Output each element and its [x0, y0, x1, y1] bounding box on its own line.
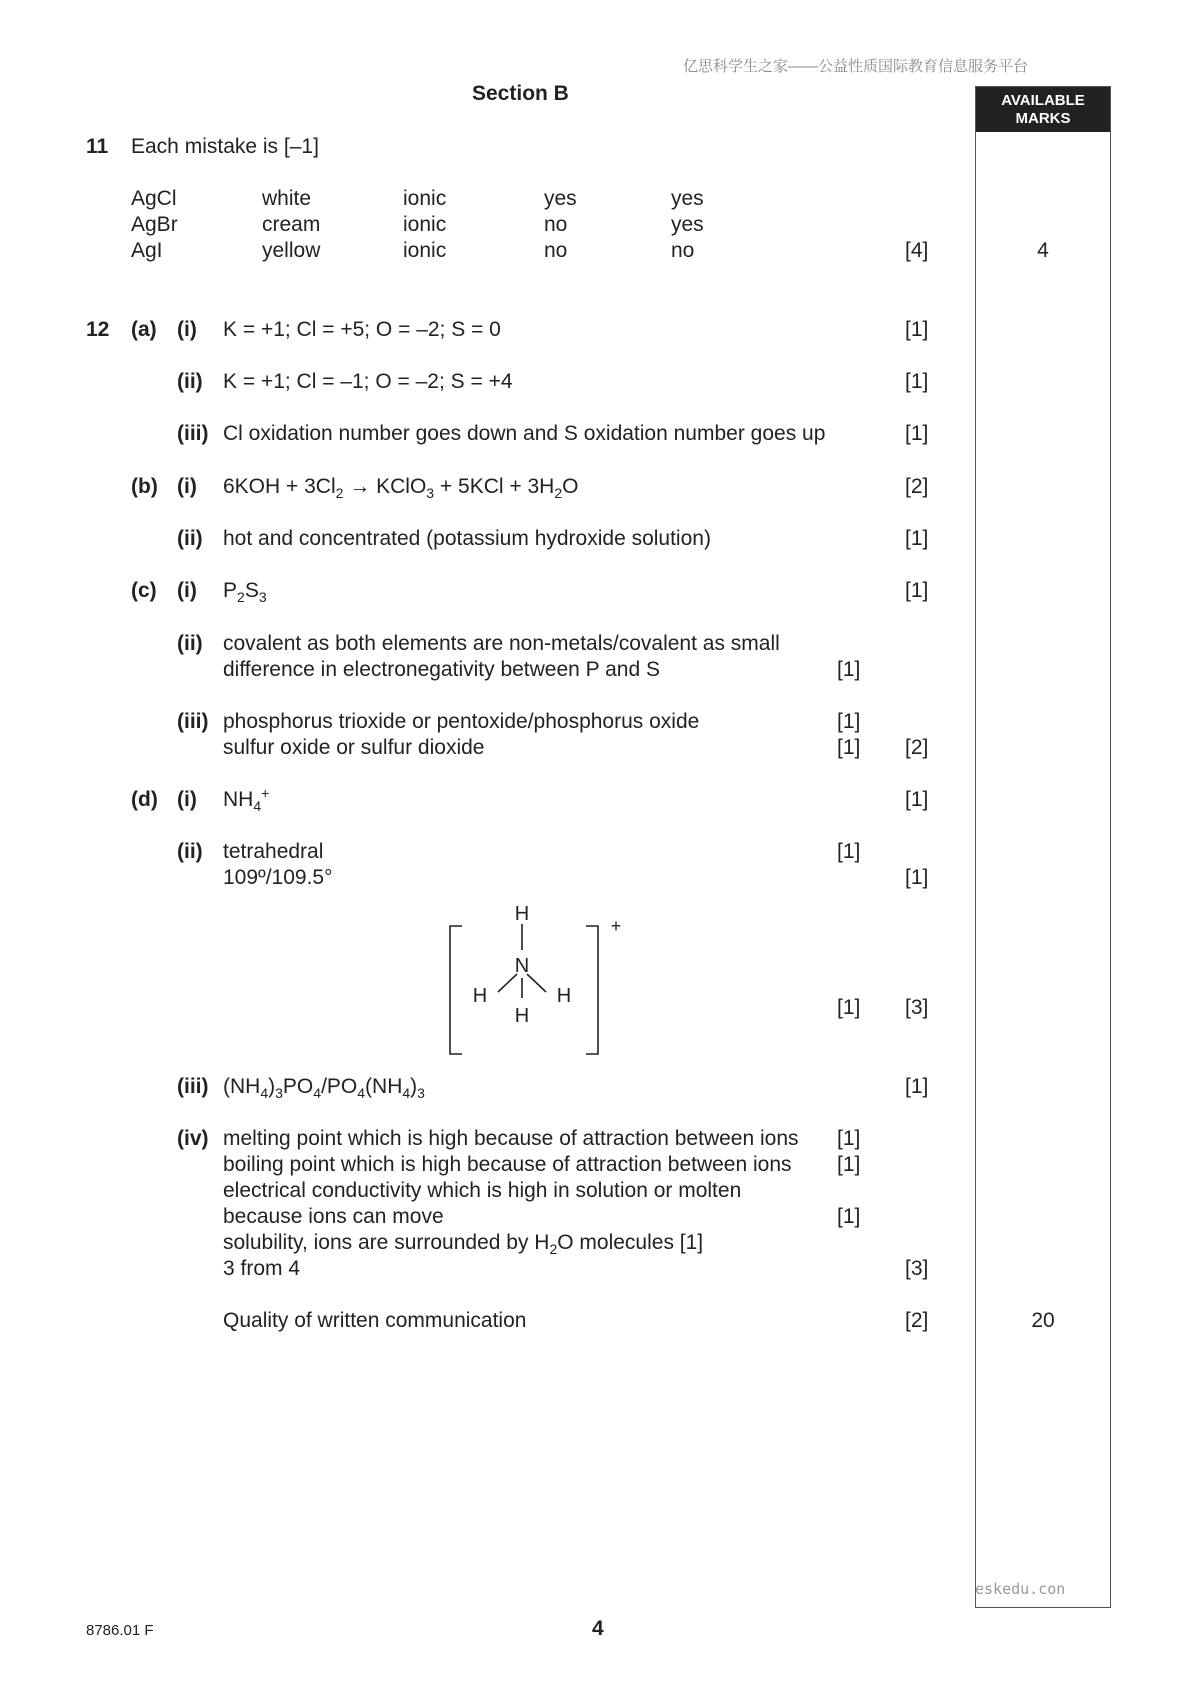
- nitrogen-atom: N: [514, 955, 530, 977]
- q12dii-submark1: [1]: [837, 840, 861, 863]
- q12dii-line2: 109º/109.5°: [223, 866, 333, 889]
- q12cii-submark: [1]: [837, 658, 861, 681]
- q12ciii-submark2: [1]: [837, 736, 861, 759]
- q11-cell: ionic: [403, 187, 447, 210]
- q12di-formula: $NH_4^+$: [223, 785, 270, 815]
- q11-cell: ionic: [403, 239, 447, 262]
- hydrogen-atom: H: [514, 1005, 530, 1027]
- q12ai-text: K = +1; Cl = +5; O = –2; S = 0: [223, 318, 501, 341]
- q12bii-label: (ii): [177, 527, 203, 550]
- q12diii-mark: [1]: [905, 1075, 929, 1098]
- q12ai-label: (i): [177, 318, 197, 341]
- q12dii-line1: tetrahedral: [223, 840, 324, 863]
- q12cii-line1: covalent as both elements are non-metals/covalent as small: [223, 632, 780, 655]
- q11-cell: yellow: [262, 239, 321, 262]
- q11-mark: [4]: [905, 239, 929, 262]
- q11-cell: ionic: [403, 213, 447, 236]
- q12div-submark4: [1]: [837, 1205, 861, 1228]
- q12aii-mark: [1]: [905, 370, 929, 393]
- q12div-line1: melting point which is high because of attraction between ions: [223, 1127, 799, 1150]
- q12dii-mark3: [3]: [905, 996, 929, 1019]
- available-marks-header: AVAILABLE MARKS: [976, 87, 1110, 132]
- q11-cell: white: [262, 187, 312, 210]
- q12cii-label: (ii): [177, 632, 203, 655]
- q12bi-equation: $6KOH + 3Cl_2$ → KClO$_3$ + $5KCl + 3H_2O$: [223, 475, 579, 502]
- q11-cell: no: [544, 239, 568, 262]
- q12dii-mark2: [1]: [905, 866, 929, 889]
- q12-available-marks: 20: [1031, 1309, 1055, 1332]
- q12aiii-mark: [1]: [905, 422, 929, 445]
- q12div-line4: because ions can move: [223, 1205, 444, 1228]
- qwc-text: Quality of written communication: [223, 1309, 527, 1332]
- section-title: Section B: [472, 82, 569, 105]
- q12d-label: (d): [131, 788, 158, 811]
- q12bii-text: hot and concentrated (potassium hydroxide solution): [223, 527, 711, 550]
- q12ciii-line2: sulfur oxide or sulfur dioxide: [223, 736, 485, 759]
- q11-available-marks: 4: [1037, 239, 1049, 262]
- q12bi-label: (i): [177, 475, 197, 498]
- q12aii-label: (ii): [177, 370, 203, 393]
- q12ci-label: (i): [177, 579, 197, 602]
- page-number: 4: [592, 1617, 604, 1640]
- q12dii-submark3: [1]: [837, 996, 861, 1019]
- q12aii-text: K = +1; Cl = –1; O = –2; S = +4: [223, 370, 513, 393]
- q12div-mark: [3]: [905, 1257, 929, 1280]
- q12div-submark1: [1]: [837, 1127, 861, 1150]
- footer-code: 8786.01 F: [86, 1622, 154, 1639]
- q12bi-mark: [2]: [905, 475, 929, 498]
- q11-cell: yes: [671, 187, 704, 210]
- q12-number: 12: [86, 318, 110, 341]
- q12diii-formula: $(NH_4)_3PO_4/PO_4(NH_4)_3$: [223, 1075, 425, 1102]
- q12c-label: (c): [131, 579, 157, 602]
- q12bii-mark: [1]: [905, 527, 929, 550]
- hydrogen-atom: H: [514, 903, 530, 925]
- positive-charge: +: [610, 916, 622, 936]
- q12ciii-mark: [2]: [905, 736, 929, 759]
- q11-cell: no: [544, 213, 568, 236]
- q12ciii-submark1: [1]: [837, 710, 861, 733]
- site-watermark: eskedu.con: [975, 1580, 1066, 1598]
- q12diii-label: (iii): [177, 1075, 209, 1098]
- q12div-label: (iv): [177, 1127, 209, 1150]
- q11-cell: yes: [671, 213, 704, 236]
- q11-cell: no: [671, 239, 695, 262]
- q12ci-formula: $P_2S_3$: [223, 579, 267, 606]
- q12cii-line2: difference in electronegativity between P and S: [223, 658, 661, 681]
- hydrogen-atom: H: [472, 985, 488, 1007]
- q12aiii-text: Cl oxidation number goes down and S oxidation number goes up: [223, 422, 826, 445]
- q12b-label: (b): [131, 475, 158, 498]
- q12di-label: (i): [177, 788, 197, 811]
- q11-number: 11: [86, 135, 109, 158]
- qwc-mark: [2]: [905, 1309, 929, 1332]
- q12div-line3: electrical conductivity which is high in solution or molten: [223, 1179, 742, 1202]
- q11-cell: AgI: [131, 239, 163, 262]
- q12ciii-line1: phosphorus trioxide or pentoxide/phosphorus oxide: [223, 710, 700, 733]
- q11-cell: cream: [262, 213, 321, 236]
- watermark-text: 亿思科学生之家——公益性质国际教育信息服务平台: [683, 58, 1029, 75]
- q12div-line5: solubility, ions are surrounded by $H_2O$ molecules [1]: [223, 1231, 704, 1258]
- q12aiii-label: (iii): [177, 422, 209, 445]
- q11-cell: AgBr: [131, 213, 178, 236]
- q12ci-mark: [1]: [905, 579, 929, 602]
- ammonium-ion-diagram: [440, 898, 630, 1058]
- q12div-submark2: [1]: [837, 1153, 861, 1176]
- q12ciii-label: (iii): [177, 710, 209, 733]
- q12a-label: (a): [131, 318, 157, 341]
- q11-cell: AgCl: [131, 187, 177, 210]
- q12di-mark: [1]: [905, 788, 929, 811]
- q11-cell: yes: [544, 187, 577, 210]
- q12div-line6: 3 from 4: [223, 1257, 301, 1280]
- q12ai-mark: [1]: [905, 318, 929, 341]
- q12div-line2: boiling point which is high because of attraction between ions: [223, 1153, 792, 1176]
- q12dii-label: (ii): [177, 840, 203, 863]
- hydrogen-atom: H: [556, 985, 572, 1007]
- available-marks-column: [975, 86, 1111, 1608]
- q11-instruction: Each mistake is [–1]: [131, 135, 319, 158]
